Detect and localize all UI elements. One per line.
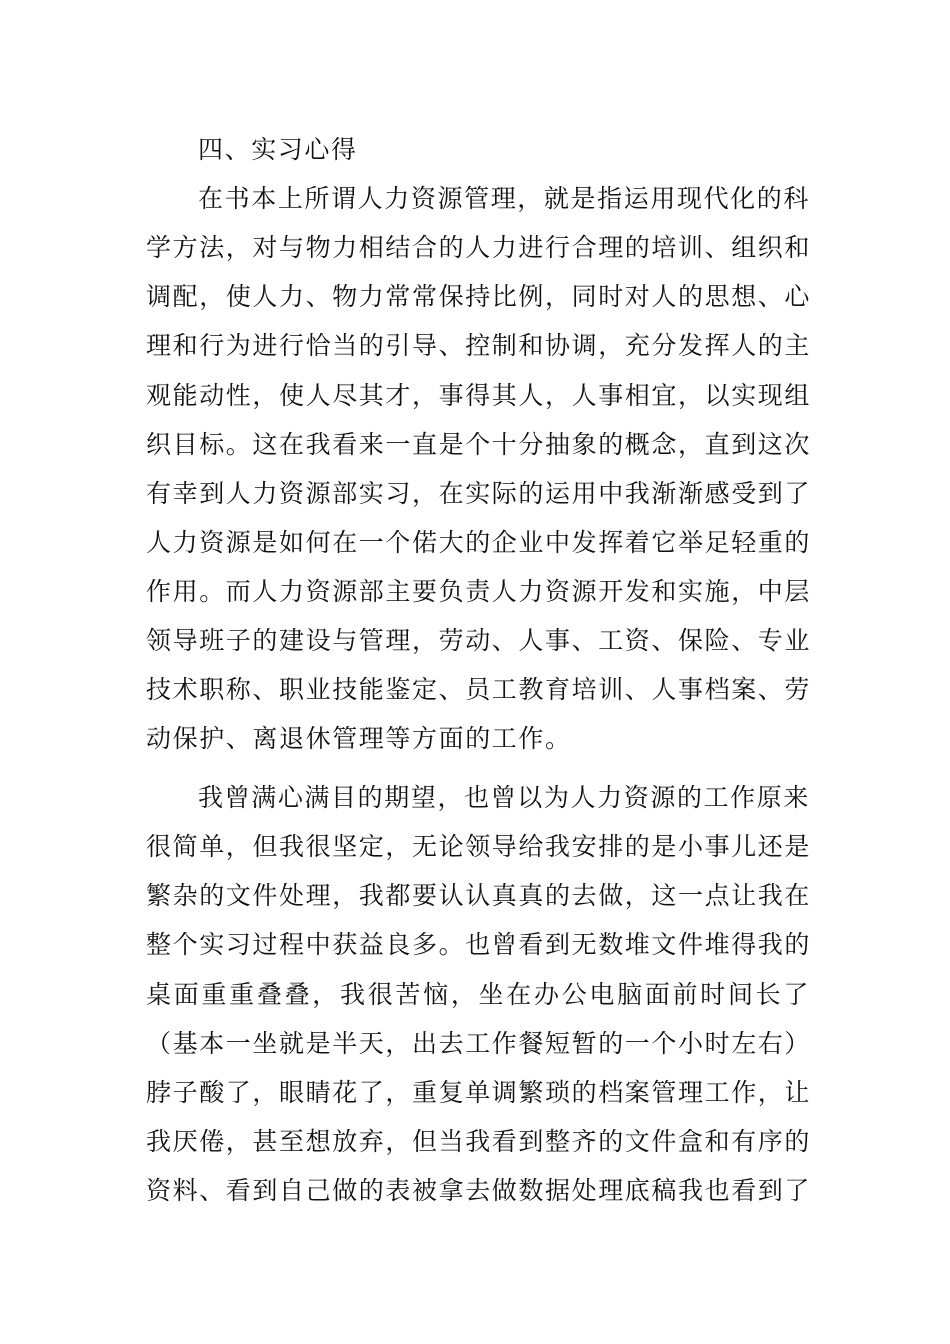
paragraph-2-line: 脖子酸了，眼睛花了，重复单调繁琐的档案管理工作，让	[146, 1078, 812, 1107]
paragraph-1-line: 调配，使人力、物力常常保持比例，同时对人的思想、心	[146, 282, 812, 311]
paragraph-2-line: （基本一坐就是半天，出去工作餐短暂的一个小时左右）	[146, 1029, 812, 1058]
paragraph-1-line: 观能动性，使人尽其才，事得其人，人事相宜，以实现组	[146, 381, 812, 410]
section-heading: 四、实习心得	[198, 135, 358, 164]
paragraph-1-line: 学方法，对与物力相结合的人力进行合理的培训、组织和	[146, 233, 812, 262]
paragraph-2-line: 我曾满心满目的期望，也曾以为人力资源的工作原来	[198, 783, 810, 812]
paragraph-1-line: 作用。而人力资源部主要负责人力资源开发和实施，中层	[146, 577, 812, 606]
paragraph-1-line: 理和行为进行恰当的引导、控制和协调，充分发挥人的主	[146, 331, 812, 360]
paragraph-2-line: 我厌倦，甚至想放弃，但当我看到整齐的文件盒和有序的	[146, 1127, 812, 1156]
paragraph-2-line: 整个实习过程中获益良多。也曾看到无数堆文件堆得我的	[146, 930, 812, 959]
paragraph-1-line: 织目标。这在我看来一直是个十分抽象的概念，直到这次	[146, 430, 812, 459]
paragraph-2-line: 很简单，但我很坚定，无论领导给我安排的是小事儿还是	[146, 832, 812, 861]
paragraph-2-line: 资料、看到自己做的表被拿去做数据处理底稿我也看到了	[146, 1176, 812, 1205]
paragraph-2-line: 桌面重重叠叠，我很苦恼，坐在办公电脑面前时间长了	[146, 980, 810, 1009]
paragraph-1-line: 技术职称、职业技能鉴定、员工教育培训、人事档案、劳	[146, 675, 812, 704]
paragraph-2-line: 繁杂的文件处理，我都要认认真真的去做，这一点让我在	[146, 881, 812, 910]
paragraph-1-line: 有幸到人力资源部实习，在实际的运用中我渐渐感受到了	[146, 479, 812, 508]
paragraph-1-line: 动保护、离退休管理等方面的工作。	[146, 724, 572, 753]
paragraph-1-line: 人力资源是如何在一个偌大的企业中发挥着它举足轻重的	[146, 528, 812, 557]
paragraph-1-line: 在书本上所谓人力资源管理，就是指运用现代化的科	[198, 184, 810, 213]
paragraph-1-line: 领导班子的建设与管理，劳动、人事、工资、保险、专业	[146, 626, 812, 655]
